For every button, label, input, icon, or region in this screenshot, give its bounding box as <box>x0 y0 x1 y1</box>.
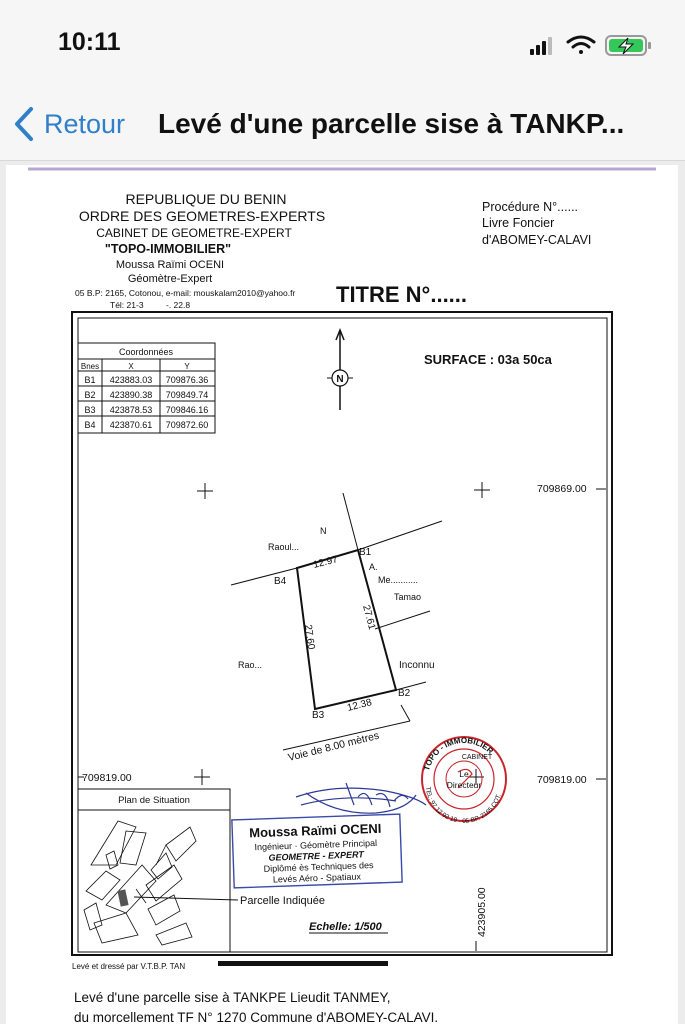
description-line-2: du morcellement TF N° 1270 Commune d'ABOMEY-CALAVI. <box>74 1010 439 1024</box>
owner-west: Rao... <box>238 660 263 670</box>
coords-header-x: X <box>128 362 134 371</box>
header-phone: Tél: 21-3 <box>110 300 144 310</box>
voie-label: Voie de 8.00 mètres <box>286 729 381 764</box>
stamp-line4: Levés Aéro - Spatiaux <box>272 871 362 885</box>
situation-title: Plan de Situation <box>118 795 190 806</box>
wifi-icon <box>568 37 594 54</box>
header-cabinet: CABINET DE GEOMETRE-EXPERT <box>96 226 292 240</box>
owner-south-east: Inconnu <box>399 660 435 671</box>
owner-north-marker: N <box>320 526 327 536</box>
header-address: 05 B.P: 2165, Cotonou, e-mail: mouskalam2010@yahoo.fr <box>75 288 296 298</box>
coords-cell: 709872.60 <box>165 420 209 430</box>
header-ordre: ORDRE DES GEOMETRES-EXPERTS <box>78 208 326 224</box>
coords-cell: B4 <box>84 420 96 430</box>
coords-cell: B2 <box>84 390 96 400</box>
coordinates-table <box>78 343 215 433</box>
cellular-signal-icon <box>530 37 552 55</box>
grid-y-top: 709869.00 <box>537 483 587 495</box>
titre-number: TITRE N°...... <box>336 282 468 307</box>
owner-east-1: Me........... <box>378 575 419 585</box>
length-right: 27.61 <box>360 603 378 631</box>
length-top: 12.97 <box>312 554 340 571</box>
survey-plan <box>6 165 678 1024</box>
coords-cell: B1 <box>84 375 96 385</box>
stamp-name: Moussa Raïmi OCENI <box>248 820 382 841</box>
redaction-bar <box>218 961 388 966</box>
livre-foncier: Livre Foncier <box>482 216 555 230</box>
coords-cell: 709876.36 <box>165 375 209 385</box>
description-line-1: Levé d'une parcelle sise à TANKPE Lieudit TANMEY, <box>74 990 391 1005</box>
leve-par: Levé et dressé par V.T.B.P. TAN <box>72 962 186 971</box>
navigation-bar <box>0 88 685 161</box>
seal-cabinet: CABINET <box>461 754 493 761</box>
stamp-line1: Ingénieur · Géomètre Principal <box>254 837 378 853</box>
coords-cell: 423883.03 <box>109 375 153 385</box>
parcel-highlight <box>117 889 128 906</box>
coords-header-bnes: Bnes <box>80 362 100 371</box>
back-button[interactable] <box>12 104 125 144</box>
procedure-number: Procédure N°...... <box>482 200 579 214</box>
back-label: Retour <box>44 108 126 139</box>
chevron-left-icon <box>12 106 36 142</box>
seal-le: Le <box>459 769 469 779</box>
coords-cell: 423890.38 <box>109 390 153 400</box>
coords-cell: 709846.16 <box>165 405 209 415</box>
header-name: Moussa Raïmi OCENI <box>115 259 225 271</box>
coords-cell: B3 <box>84 405 96 415</box>
corner-b1: B1 <box>359 547 372 558</box>
grid-y-bottom-left: 709819.00 <box>82 772 132 784</box>
status-bar <box>0 0 685 88</box>
neighbour-lines <box>231 493 442 750</box>
header-role: Géomètre-Expert <box>127 273 213 285</box>
corner-b4: B4 <box>274 576 287 587</box>
seal-text-top: TOPO - IMMOBILIER <box>422 735 495 772</box>
situation-plan <box>78 789 238 952</box>
parcelle-indiquee: Parcelle Indiquée <box>240 895 326 907</box>
north-arrow-icon <box>327 330 353 410</box>
stamp-line3: Diplômé ès Techniques des <box>263 860 374 874</box>
owner-east-initial: A. <box>369 562 378 572</box>
page-title: Levé d'une parcelle sise à TANKP... <box>158 108 625 139</box>
battery-charging-icon <box>606 36 651 55</box>
commune-label: d'ABOMEY-CALAVI <box>482 233 592 247</box>
corner-b2: B2 <box>398 688 411 699</box>
header-republique: REPUBLIQUE DU BENIN <box>125 191 287 207</box>
owner-north: Raoul... <box>268 542 300 552</box>
seal-text-bottom: TEL: 97 12 92 19 · 05 BP. 2165 COT. <box>424 786 503 826</box>
corner-b3: B3 <box>312 710 325 721</box>
coords-header-y: Y <box>184 362 190 371</box>
status-time: 10:11 <box>58 28 121 56</box>
coords-cell: 709849.74 <box>165 390 209 400</box>
grid-x-bottom: 423905.00 <box>476 887 488 937</box>
scale-label: Echelle: 1/500 <box>309 921 382 933</box>
status-icons <box>528 32 658 58</box>
surface-label: SURFACE : 03a 50ca <box>424 352 552 367</box>
coords-cell: 423878.53 <box>109 405 153 415</box>
document-page <box>6 165 678 1024</box>
header-phone-end: -. 22.8 <box>166 300 191 310</box>
stamp-line2: GEOMETRE - EXPERT <box>268 849 365 863</box>
grid-y-bottom-right: 709819.00 <box>537 774 587 786</box>
header-topo: "TOPO-IMMOBILIER" <box>104 242 232 256</box>
seal-directeur: Directeur <box>446 780 482 790</box>
north-label: N <box>336 374 344 385</box>
coords-cell: 423870.61 <box>109 420 153 430</box>
coords-caption: Coordonnées <box>118 347 174 357</box>
length-left: 27.60 <box>302 623 317 651</box>
signature <box>296 783 426 813</box>
length-bottom: 12.38 <box>346 697 374 714</box>
owner-east-2: Tamao <box>394 592 422 602</box>
